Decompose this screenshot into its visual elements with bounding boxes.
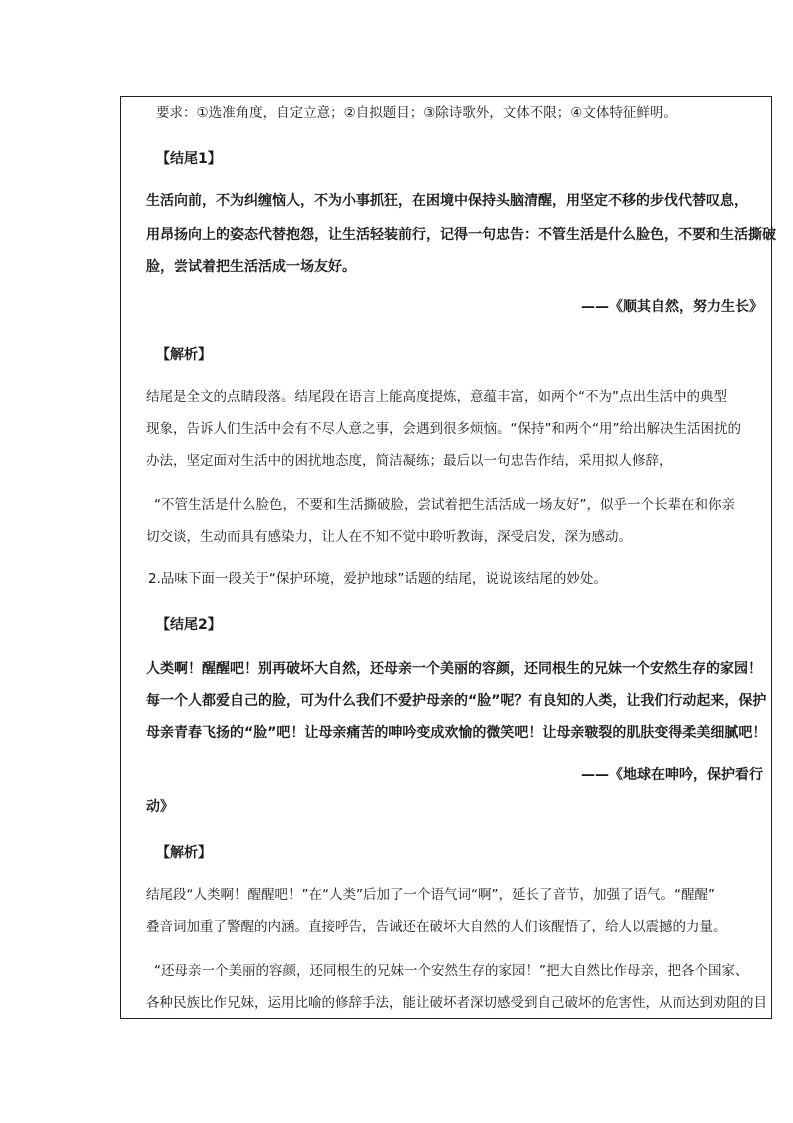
analysis1-line: 现象，告诉人们生活中会有不尽人意之事，会遇到很多烦恼。“保持”和两个“用”给出解决生活困扰的: [146, 421, 741, 437]
ending1-signature: ——《顺其自然，努力生长》: [581, 299, 763, 315]
analysis1-line: 结尾是全文的点睛段落。结尾段在语言上能高度提炼，意蕴丰富，如两个“不为”点出生活中的典型: [146, 389, 727, 405]
ending1-heading: 【结尾1】: [156, 151, 222, 167]
analysis1-heading: 【解析】: [156, 347, 212, 363]
ending1-line: 用昂扬向上的姿态代替抱怨，让生活轻装前行，记得一句忠告：不管生活是什么脸色，不要和生活撕破: [146, 227, 776, 243]
ending2-line: 母亲青春飞扬的“脸”吧！让母亲痛苦的呻吟变成欢愉的微笑吧！让母亲皲裂的肌肤变得柔美细腻吧！: [146, 725, 767, 741]
requirement-text: 要求：①选准角度，自定立意；②自拟题目；③除诗歌外，文体不限；④文体特征鲜明。: [156, 105, 677, 121]
ending1-line: 脸，尝试着把生活活成一场友好。: [146, 259, 356, 275]
analysis2-line: 叠音词加重了警醒的内涵。直接呼告，告诫还在破坏大自然的人们该醒悟了，给人以震撼的力量。: [146, 919, 727, 935]
analysis1-line: 办法，坚定面对生活中的困扰地态度，简洁凝练；最后以一句忠告作结，采用拟人修辞，: [146, 453, 673, 469]
analysis2-line: “还母亲一个美丽的容颜，还同根生的兄妹一个安然生存的家园！”把大自然比作母亲，把各个国家、: [154, 963, 749, 979]
ending2-line: 人类啊！醒醒吧！别再破坏大自然，还母亲一个美丽的容颜，还同根生的兄妹一个安然生存的家园！: [146, 661, 762, 677]
ending2-signature-cont: 动》: [146, 799, 174, 815]
analysis2-line: 结尾段“人类啊！醒醒吧！”在“人类”后加了一个语气词“啊”，延长了音节，加强了语气。“醒醒”: [146, 887, 715, 903]
ending2-heading: 【结尾2】: [156, 617, 222, 633]
ending2-signature: ——《地球在呻吟，保护看行: [581, 767, 763, 783]
ending1-line: 生活向前，不为纠缠恼人，不为小事抓狂，在困境中保持头脑清醒，用坚定不移的步伐代替叹息，: [146, 193, 748, 209]
question-2: 2.品味下面一段关于“保护环境，爱护地球”话题的结尾，说说该结尾的妙处。: [148, 571, 607, 587]
analysis1-line: “不管生活是什么脸色，不要和生活撕破脸，尝试着把生活活成一场友好”，似乎一个长辈在和你亲: [154, 497, 735, 513]
analysis2-heading: 【解析】: [156, 845, 212, 861]
ending2-line: 每一个人都爱自己的脸，可为什么我们不爱护母亲的“脸”呢？有良知的人类，让我们行动起来，保护: [146, 693, 767, 709]
analysis2-line: 各种民族比作兄妹，运用比喻的修辞手法，能让破坏者深切感受到自己破坏的危害性，从而达到劝阻的目: [146, 995, 767, 1011]
analysis1-line: 切交谈，生动而具有感染力，让人在不知不觉中聆听教诲，深受启发，深为感动。: [146, 529, 632, 545]
